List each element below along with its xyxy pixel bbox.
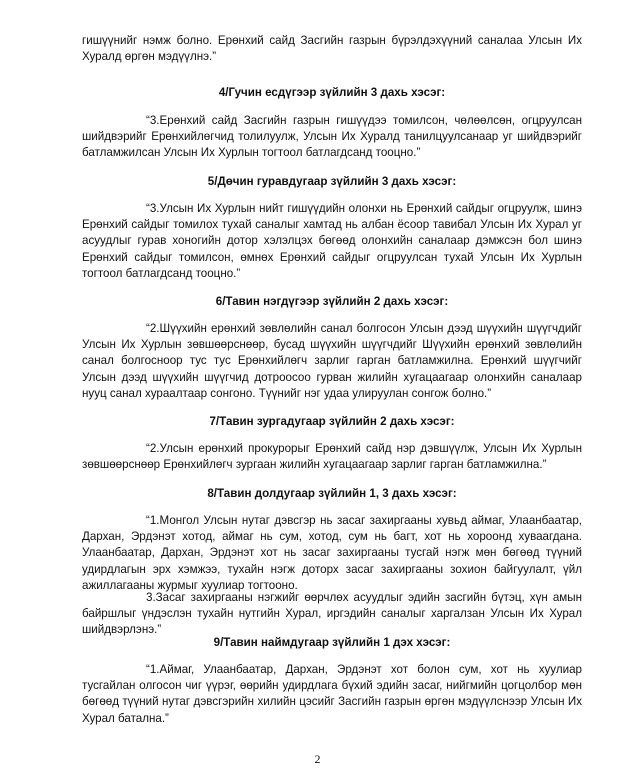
section-heading-9: 9/Тавин наймдугаар зүйлийн 1 дэх хэсэг: [213,636,451,649]
page-number: 2 [314,752,321,766]
section-9-paragraph-1: “1.Аймаг, Улаанбаатар, Дархан, Эрдэнэт хот болон сум, хот нь хуулиар тусгайлан олгосон чиг үүрэг, өөрийн удирдлага бүхий эдийн засаг, нийгмийн цогцолбор мөн бөгөөд түүний нутаг дэвсгэрийн хилийн цэсийг Засгийн газрын өргөн мэдүүлснээр Улсын Их Хурал батална.” [82,663,582,725]
section-heading-6: 6/Тавин нэгдүгээр зүйлийн 2 дахь хэсэг: [215,295,449,308]
section-6-paragraph-1: “2.Шүүхийн ерөнхий зөвлөлийн санал болгосон Улсын дээд шүүхийн шүүгчдийг Улсын Их Хурлын зөвшөөрснөөр, бусад шүүхийн шүүгчдийг Шүүхийн ерөнхий зөвлөлийн санал болгосноор тус тус Ерөнхийлөгч зарлиг гарган батламжилна. Ерөнхий шүүгчийг Улсын дээд шүүхийн шүүгчид дотроосоо гурван жилийн хугацаагаар олонхийн саналаар нууц санал хураалтаар сонгоно. Түүнийг нэг удаа улируулан сонгож болно.” [82,322,582,400]
section-heading-7: 7/Тавин зургадугаар зүйлийн 2 дахь хэсэг: [209,415,455,428]
section-heading-8: 8/Тавин долдугаар зүйлийн 1, 3 дахь хэсэг: [207,487,457,500]
intro-paragraph: гишүүнийг нэмж болно. Ерөнхий сайд Засгийн газрын бүрэлдэхүүний саналаа Улсын Их Хуралд өргөн мэдүүлнэ.” [82,34,582,64]
section-8-paragraph-2: 3.Засаг захиргааны нэгжийг өөрчлөх асуудлыг эдийн засгийн бүтэц, хүн амын байршлыг үндэслэн тухайн нутгийн Хурал, иргэдийн саналыг харгалзан Улсын Их Хурал шийдвэрлэнэ.” [82,591,582,637]
section-7-paragraph-1: “2.Улсын ерөнхий прокурорыг Ерөнхий сайд нэр дэвшүүлж, Улсын Их Хурлын зөвшөөрснөөр Ерөнхийлөгч зургаан жилийн хугацаагаар зарлиг гарган батламжилна.” [82,442,582,472]
section-4-paragraph-1: “3.Ерөнхий сайд Засгийн газрын гишүүдээ томилсон, чөлөөлсөн, огцруулсан шийдвэрийг Ерөнхийлөгчид толилуулж, Улсын Их Хуралд танилцуулсанаар уг шийдвэрийг батламжилсан Улсын Их Хурлын тогтоол батлагдсанд тооцно.” [82,114,582,160]
section-8-paragraph-1: “1.Монгол Улсын нутаг дэвсгэр нь засаг захиргааны хувьд аймаг, Улаанбаатар, Дархан, Эрдэнэт хотод, аймаг нь сум, хотод, сум нь багт, хот нь хороонд хуваагдана. Улаанбаатар, Дархан, Эрдэнэт хот нь засаг захиргааны тусгай нэгж мөн бөгөөд түүний удирдлагын эрх хэмжээ, тухайн нэгж доторх засаг захиргааны зохион байгуулалт, үйл ажиллагааны журмыг хуулиар тогтооно. [82,514,582,592]
section-5-paragraph-1: “3.Улсын Их Хурлын нийт гишүүдийн олонхи нь Ерөнхий сайдыг огцруулж, шинэ Ерөнхий сайдыг томилох тухай саналыг хамтад нь албан ёсоор тавибал Улсын Их Хурал уг асуудлыг гурав хоногийн дотор хэлэлцэх бөгөөд олонхийн саналаар дэмжсэн бол шинэ Ерөнхий сайдыг томилсон, өмнөх Ерөнхий сайдыг огцруулсан тухай Улсын Их Хурлын тогтоол батлагдсанд тооцно.” [82,202,582,280]
section-heading-5: 5/Дөчин гуравдугаар зүйлийн 3 дахь хэсэг: [207,175,457,188]
section-heading-4: 4/Гучин есдүгээр зүйлийн 3 дахь хэсэг: [218,86,446,99]
